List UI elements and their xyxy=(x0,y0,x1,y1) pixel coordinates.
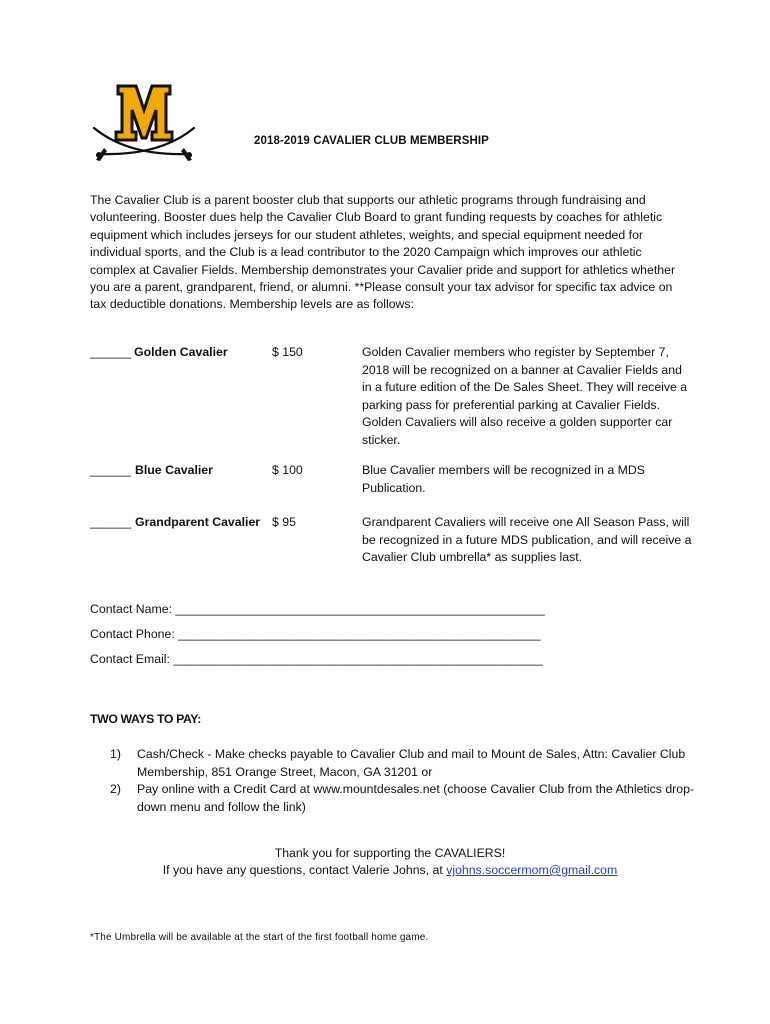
footnote: *The Umbrella will be available at the start of the first football home game. xyxy=(90,932,429,943)
page-title: 2018-2019 CAVALIER CLUB MEMBERSHIP xyxy=(254,135,489,147)
level-checkbox-blank[interactable]: ______ xyxy=(90,463,132,477)
payment-list xyxy=(110,746,700,816)
level-checkbox-blank[interactable]: ______ xyxy=(90,515,132,529)
contact-name-field[interactable]: Contact Name: ______________________________________________________ xyxy=(90,602,545,616)
level-price: $ 95 xyxy=(272,515,296,529)
level-description: Grandparent Cavaliers will receive one All Season Pass, will be recognized in a future MDS publication, and will receive a Cavalier Club umbrella* as supplies last. xyxy=(362,515,692,565)
level-name: Golden Cavalier xyxy=(134,345,228,359)
level-description: Blue Cavalier members will be recognized in a MDS Publication. xyxy=(362,463,645,495)
contact-phone-field[interactable]: Contact Phone: _____________________________________________________ xyxy=(90,627,541,641)
list-number: 1) xyxy=(110,747,121,761)
contact-email-link[interactable]: vjohns.soccermom@gmail.com xyxy=(446,863,618,877)
questions-text: If you have any questions, contact Valerie Johns, at xyxy=(162,863,447,877)
payment-heading: TWO WAYS TO PAY: xyxy=(90,712,201,726)
level-price: $ 100 xyxy=(272,463,303,477)
list-text: Pay online with a Credit Card at www.mountdesales.net (choose Cavalier Club from the Athletics drop-down menu and follow the link) xyxy=(137,782,695,814)
level-checkbox-blank[interactable]: ______ xyxy=(90,345,132,359)
level-price: $ 150 xyxy=(272,345,303,359)
list-text: Cash/Check - Make checks payable to Cavalier Club and mail to Mount de Sales, Attn: Cavalier Club Membership, 851 Orange Street, Macon, GA 31201 or xyxy=(137,747,686,779)
questions-line xyxy=(0,862,770,880)
list-item xyxy=(110,781,700,816)
level-name: Blue Cavalier xyxy=(135,463,213,477)
intro-paragraph: The Cavalier Club is a parent booster club that supports our athletic programs through fundraising and volunteering. Booster dues help the Cavalier Club Board to grant funding requests by coaches for athletic equipment which includes jerseys for our student athletes, weights, and special equipment needed for individual sports, and the Club is a lead contributor to the 2020 Campaign which improves our athletic complex at Cavalier Fields. Membership demonstrates your Cavalier pride and support for athletics whether you are a parent, grandparent, friend, or alumni. **Please consult your tax advisor for specific tax advice on tax deductible donations. Membership levels are as follows: xyxy=(90,193,676,312)
list-number: 2) xyxy=(110,782,121,797)
level-name: Grandparent Cavalier xyxy=(135,515,261,529)
thank-you-line: Thank you for supporting the CAVALIERS! xyxy=(274,846,506,860)
cavalier-logo xyxy=(88,80,200,170)
list-item xyxy=(110,746,700,781)
level-description: Golden Cavalier members who register by September 7, 2018 will be recognized on a banner at Cavalier Fields and in a future edition of the De Sales Sheet. They will receive a parking pass for preferential parking at Cavalier Fields. Golden Cavaliers will also receive a golden supporter car sticker. xyxy=(362,345,688,447)
logo-letter: M xyxy=(144,140,145,141)
contact-email-field[interactable]: Contact Email: ______________________________________________________ xyxy=(90,652,543,666)
